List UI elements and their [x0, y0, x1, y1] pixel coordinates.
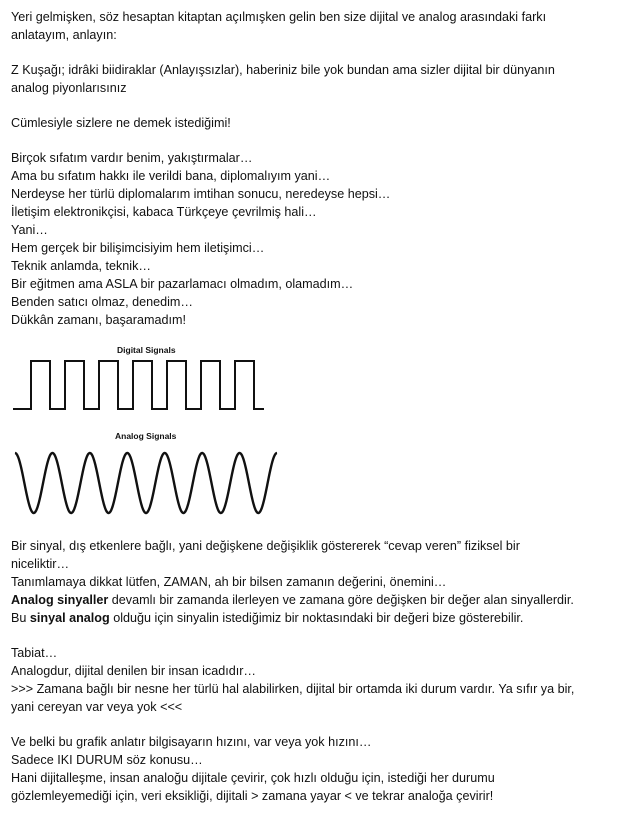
text-line: Tanımlamaya dikkat lütfen, ZAMAN, ah bir bilsen zamanın değerini, önemini…: [11, 575, 447, 589]
text-line: Hem gerçek bir bilişimcisiyim hem iletişimci…: [11, 241, 265, 255]
titles-paragraph: [11, 149, 623, 329]
text-line: Yeri gelmişken, söz hesaptan kitaptan açılmışken gelin ben size dijital ve analog arasındaki farkı: [11, 10, 547, 24]
text-line: gözlemleyemediği için, veri eksikliği, dijitali > zamana yayar < ve tekrar analoğa çevirir!: [11, 789, 494, 803]
bold-term: sinyal analog: [29, 611, 110, 625]
nature-paragraph: [11, 644, 623, 716]
text-line: analog piyonlarısınız: [11, 81, 127, 95]
text-line: Nerdeyse her türlü diplomalarım imtihan sonucu, neredeyse hepsi…: [11, 187, 391, 201]
closing-paragraph: [11, 733, 623, 805]
text-line: anlatayım, anlayın:: [11, 28, 117, 42]
text-line: >>> Zamana bağlı bir nesne her türlü hal alabilirken, dijital bir ortamda iki durum vardır. Ya sıfır ya bir,: [11, 682, 575, 696]
bold-term: Analog sinyaller: [11, 593, 109, 607]
text-line: Teknik anlamda, teknik…: [11, 259, 151, 273]
analog-sine-wave: [15, 453, 277, 513]
text-line: yani cereyan var veya yok <<<: [11, 700, 183, 714]
digital-square-wave: [13, 361, 264, 409]
analog-signal-wave: [11, 443, 283, 523]
signal-definition-paragraph: [11, 537, 623, 627]
text-line: Ama bu sıfatım hakkı ile verildi bana, diplomalıyım yani…: [11, 169, 331, 183]
analog-value-line: [11, 609, 623, 627]
text-span: olduğu için sinyalin istediğimiz bir noktasındaki bir değeri bize gösterebilir.: [109, 611, 524, 625]
digital-signals-title: Digital Signals: [117, 345, 176, 355]
text-line: Birçok sıfatım vardır benim, yakıştırmalar…: [11, 151, 253, 165]
text-line: Ve belki bu grafik anlatır bilgisayarın hızını, var veya yok hızını…: [11, 735, 372, 749]
text-line: Tabiat…: [11, 646, 58, 660]
text-line: Yani…: [11, 223, 48, 237]
text-span: Bu: [11, 611, 30, 625]
text-line: Benden satıcı olmaz, denedim…: [11, 295, 194, 309]
text-span: devamlı bir zamanda ilerleyen ve zamana göre değişken bir değer alan sinyallerdir.: [108, 593, 574, 607]
text-line: Bir eğitmen ama ASLA bir pazarlamacı olmadım, olamadım…: [11, 277, 354, 291]
sentence-line: Cümlesiyle sizlere ne demek istediğimi!: [11, 116, 231, 130]
text-line: Sadece IKI DURUM söz konusu…: [11, 753, 203, 767]
quote-paragraph: [11, 61, 623, 97]
text-line: Analogdur, dijital denilen bir insan icadıdır…: [11, 664, 257, 678]
analog-signals-title: Analog Signals: [115, 431, 177, 441]
text-line: Hani dijitalleşme, insan analoğu dijitale çevirir, çok hızlı olduğu için, istediği her durumu: [11, 771, 495, 785]
text-line: niceliktir…: [11, 557, 70, 571]
digital-signal-wave: [11, 357, 281, 421]
text-line: Z Kuşağı; idrâki biidiraklar (Anlayışsızlar), haberiniz bile yok bundan ama sizler dijital bir dünyanın: [11, 63, 555, 77]
document-body: [11, 8, 623, 805]
text-line: Bir sinyal, dış etkenlere bağlı, yani değişkene değişiklik göstererek “cevap veren” fiziksel bir: [11, 539, 520, 553]
text-line: Dükkân zamanı, başaramadım!: [11, 313, 186, 327]
analog-definition-line: [11, 591, 623, 609]
text-line: İletişim elektronikçisi, kabaca Türkçeye çevrilmiş hali…: [11, 205, 317, 219]
intro-paragraph: [11, 8, 623, 44]
signals-figure: [11, 335, 623, 535]
